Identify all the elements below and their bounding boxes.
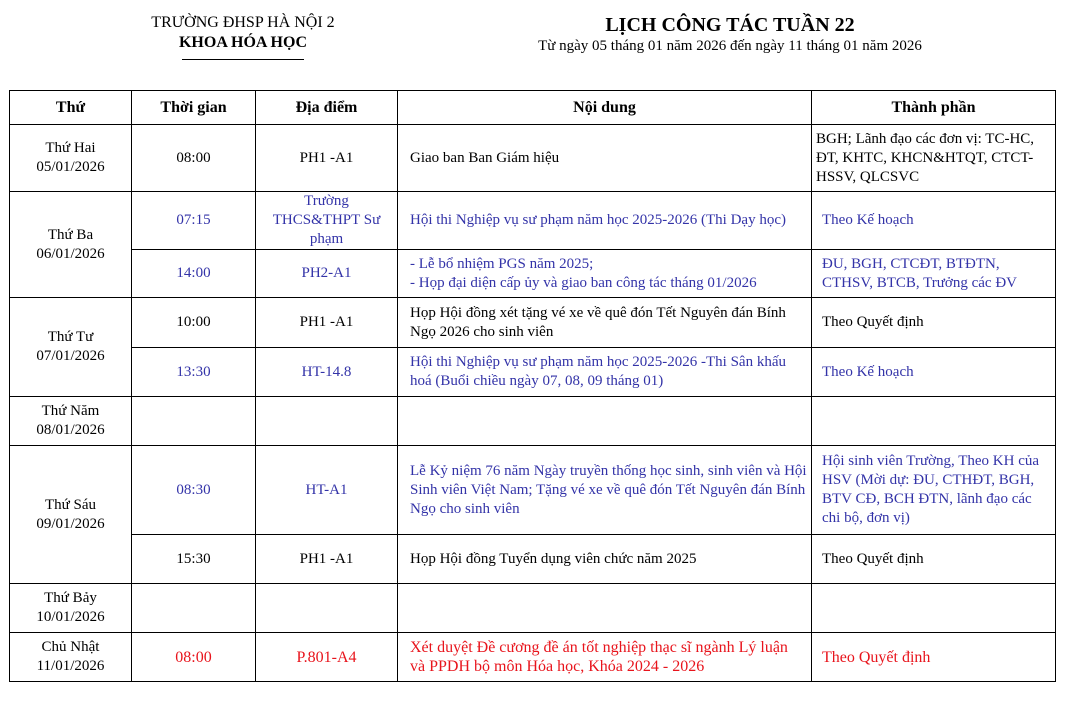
content-cell: Họp Hội đồng xét tặng vé xe về quê đón Tết Nguyên đán Bính Ngọ 2026 cho sinh viên: [398, 298, 812, 348]
table-row: [10, 446, 1056, 535]
time-cell: 15:30: [132, 535, 256, 584]
content-cell: [398, 397, 812, 446]
time-cell: [132, 397, 256, 446]
place-cell: HT-14.8: [256, 348, 398, 397]
day-cell: [10, 446, 132, 584]
content-cell: Hội thi Nghiệp vụ sư phạm năm học 2025-2026 -Thi Sân khấu hoá (Buổi chiều ngày 07, 08, 09 tháng 01): [398, 348, 812, 397]
page-title: LỊCH CÔNG TÁC TUẦN 22: [605, 14, 855, 36]
date-range: Từ ngày 05 tháng 01 năm 2026 đến ngày 11 tháng 01 năm 2026: [538, 38, 922, 54]
place-cell: HT-A1: [256, 446, 398, 535]
schedule-table: [9, 90, 1056, 682]
day-cell: [10, 125, 132, 192]
content-cell: Giao ban Ban Giám hiệu: [398, 125, 812, 192]
table-row: [10, 397, 1056, 446]
place-cell: PH1 -A1: [256, 125, 398, 192]
time-cell: [132, 584, 256, 633]
time-cell: 08:00: [132, 125, 256, 192]
participants-cell: ĐU, BGH, CTCĐT, BTĐTN, CTHSV, BTCB, Trưởng các ĐV: [812, 250, 1056, 298]
time-cell: 10:00: [132, 298, 256, 348]
place-cell: PH2-A1: [256, 250, 398, 298]
table-header-row: [10, 91, 1056, 125]
day-name: Thứ Ba: [47, 226, 94, 243]
table-row: [10, 250, 1056, 298]
header-right: [470, 13, 990, 56]
day-name: Chủ Nhật: [41, 639, 100, 655]
participants-cell: Theo Kế hoạch: [812, 192, 1056, 250]
time-cell: 08:00: [132, 633, 256, 682]
time-cell: 07:15: [132, 192, 256, 250]
content-cell: [398, 584, 812, 633]
participants-cell: Theo Quyết định: [812, 535, 1056, 584]
table-row: [10, 192, 1056, 250]
day-name: Thứ Sáu: [44, 496, 97, 513]
table-row: [10, 348, 1056, 397]
participants-cell: Theo Kế hoạch: [812, 348, 1056, 397]
day-date: 08/01/2026: [36, 422, 105, 438]
column-header-participants: Thành phần: [812, 91, 1056, 125]
day-cell: [10, 397, 132, 446]
faculty-name: KHOA HÓA HỌC: [178, 34, 307, 51]
day-date: 11/01/2026: [36, 658, 105, 674]
participants-cell: [812, 584, 1056, 633]
table-row: [10, 584, 1056, 633]
day-date: 09/01/2026: [36, 515, 105, 532]
participants-cell: Theo Quyết định: [812, 633, 1056, 682]
table-row: [10, 125, 1056, 192]
content-cell: Hội thi Nghiệp vụ sư phạm năm học 2025-2026 (Thi Dạy học): [398, 192, 812, 250]
table-row: [10, 633, 1056, 682]
participants-cell: Theo Quyết định: [812, 298, 1056, 348]
day-date: 05/01/2026: [36, 159, 105, 175]
place-cell: [256, 397, 398, 446]
content-cell: Xét duyệt Đề cương đề án tốt nghiệp thạc sĩ ngành Lý luận và PPDH bộ môn Hóa học, Khóa 2024 - 2026: [398, 633, 812, 682]
place-cell: PH1 -A1: [256, 535, 398, 584]
day-cell: [10, 584, 132, 633]
time-cell: 08:30: [132, 446, 256, 535]
participants-cell: [812, 397, 1056, 446]
day-name: Thứ Tư: [47, 329, 94, 345]
time-cell: 13:30: [132, 348, 256, 397]
day-name: Thứ Hai: [45, 140, 96, 156]
day-name: Thứ Bảy: [44, 590, 97, 606]
participants-cell: BGH; Lãnh đạo các đơn vị: TC-HC, ĐT, KHTC, KHCN&HTQT, CTCT-HSSV, QLCSVC: [812, 125, 1056, 192]
time-cell: 14:00: [132, 250, 256, 298]
school-name: TRƯỜNG ĐHSP HÀ NỘI 2: [151, 14, 335, 31]
header-left: [118, 13, 368, 60]
content-cell: [398, 250, 812, 298]
content-cell: Lễ Kỷ niệm 76 năm Ngày truyền thống học sinh, sinh viên và Hội Sinh viên Việt Nam; Tặng vé xe về quê đón Tết Nguyên đán Bính Ngọ cho sinh viên: [398, 446, 812, 535]
column-header-content: Nội dung: [398, 91, 812, 125]
content-line: - Họp đại diện cấp ủy và giao ban công tác tháng 01/2026: [410, 274, 757, 291]
day-cell: [10, 298, 132, 397]
place-cell: Trường THCS&THPT Sư phạm: [256, 192, 398, 250]
day-date: 06/01/2026: [36, 245, 105, 262]
header-underline: [182, 59, 304, 60]
day-cell: [10, 192, 132, 298]
place-cell: PH1 -A1: [256, 298, 398, 348]
content-cell: Họp Hội đồng Tuyển dụng viên chức năm 2025: [398, 535, 812, 584]
table-row: [10, 298, 1056, 348]
day-date: 10/01/2026: [36, 609, 105, 625]
column-header-day: Thứ: [10, 91, 132, 125]
column-header-time: Thời gian: [132, 91, 256, 125]
column-header-place: Địa điểm: [256, 91, 398, 125]
day-name: Thứ Năm: [41, 403, 100, 419]
place-cell: [256, 584, 398, 633]
day-date: 07/01/2026: [36, 348, 105, 364]
participants-cell: Hội sinh viên Trường, Theo KH của HSV (Mời dự: ĐU, CTHĐT, BGH, BTV CĐ, BCH ĐTN, lãnh đạo các chi bộ, đơn vị): [812, 446, 1056, 535]
day-cell: [10, 633, 132, 682]
table-row: [10, 535, 1056, 584]
place-cell: P.801-A4: [256, 633, 398, 682]
content-line: - Lễ bổ nhiệm PGS năm 2025;: [410, 255, 594, 272]
